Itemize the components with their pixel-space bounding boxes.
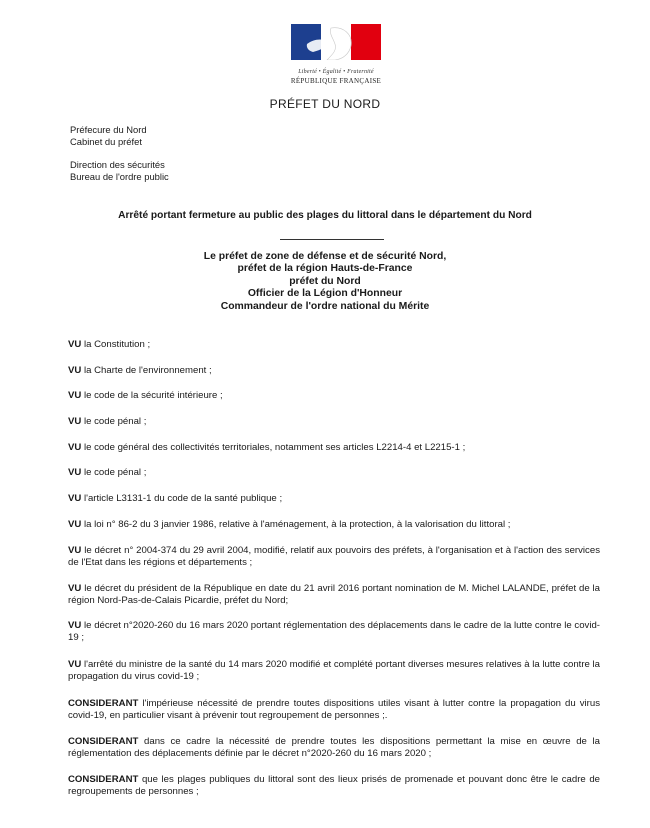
vu-paragraph	[68, 545, 600, 570]
paragraph-lead: VU	[68, 583, 82, 594]
paragraph-lead: CONSIDERANT	[68, 698, 139, 709]
paragraph-lead: VU	[68, 390, 82, 401]
paragraph-text: le code général des collectivités territoriales, notamment ses articles L2214-4 et L2215-1 ;	[81, 442, 466, 453]
service-line: Cabinet du préfet	[70, 136, 142, 147]
paragraph-text: le décret du président de la République en date du 21 avril 2016 portant nomination de M. Michel LALANDE, préfet de la région Nord-Pas-de-Calais Picardie, préfet du Nord;	[68, 583, 600, 607]
vu-paragraph	[68, 416, 600, 428]
vu-paragraph	[68, 659, 600, 684]
paragraph-lead: VU	[68, 659, 82, 670]
prefet-title-line: Officier de la Légion d'Honneur	[247, 288, 403, 300]
vu-paragraph	[68, 583, 600, 608]
paragraph-text: le décret n° 2004-374 du 29 avril 2004, modifié, relatif aux pouvoirs des préfets, à l'organisation et à l'action des services de l'Etat dans les régions et départements ;	[68, 545, 600, 569]
prefet-titles	[0, 251, 650, 313]
paragraph-lead: VU	[68, 365, 82, 376]
vu-paragraph	[68, 390, 600, 402]
service-line: Préfecure du Nord	[70, 124, 147, 135]
paragraph-text: que les plages publiques du littoral sont des lieux prisés de promenade et pouvant donc être le cadre de regroupements de personnes ;	[68, 774, 600, 798]
vu-paragraph	[68, 620, 600, 645]
logo-republic: RÉPUBLIQUE FRANÇAISE	[290, 77, 382, 85]
paragraph-text: l'article L3131-1 du code de la santé publique ;	[81, 493, 283, 504]
paragraph-text: la loi n° 86-2 du 3 janvier 1986, relative à l'aménagement, à la protection, à la valorisation du littoral ;	[81, 519, 511, 530]
paragraph-text: dans ce cadre la nécessité de prendre toutes les dispositions permettant la mise en œuvre de la réglementation des déplacements définie par le décret n°2020-260 du 16 mars 2020 ;	[68, 736, 600, 760]
paragraph-lead: CONSIDERANT	[68, 736, 139, 747]
prefet-title-line: préfet du Nord	[289, 275, 361, 287]
vu-paragraph	[68, 365, 600, 377]
service-line: Bureau de l'ordre public	[70, 171, 169, 182]
paragraph-text: l'arrêté du ministre de la santé du 14 mars 2020 modifié et complété portant diverses mesures relatives à la lutte contre la propagation du virus covid-19 ;	[68, 659, 600, 683]
arrete-title: Arrêté portant fermeture au public des plages du littoral dans le département du Nord	[118, 210, 532, 221]
paragraph-lead: VU	[68, 339, 82, 350]
paragraph-lead: VU	[68, 467, 82, 478]
marianne-flag-icon	[291, 24, 381, 60]
prefet-title-line: Commandeur de l'ordre national du Mérite	[220, 300, 430, 312]
logo-motto: Liberté • Égalité • Fraternité	[298, 69, 374, 75]
marianne-logo	[288, 24, 384, 85]
title-divider	[280, 239, 384, 240]
vu-paragraph	[68, 493, 600, 505]
paragraph-lead: CONSIDERANT	[68, 774, 139, 785]
prefet-title-line: préfet de la région Hauts-de-France	[237, 263, 413, 275]
paragraph-lead: VU	[68, 519, 82, 530]
paragraph-lead: VU	[68, 442, 82, 453]
service-line: Direction des sécurités	[70, 159, 165, 170]
considerant-paragraph	[68, 698, 600, 723]
vu-paragraph	[68, 442, 600, 454]
prefet-title-line: Le préfet de zone de défense et de sécurité Nord,	[203, 251, 447, 262]
vu-paragraph	[68, 339, 600, 351]
vu-paragraph	[68, 519, 600, 531]
considerant-paragraph	[68, 774, 600, 799]
paragraph-text: le code pénal ;	[81, 467, 147, 478]
considerant-paragraph	[68, 736, 600, 761]
prefet-header: PRÉFET DU NORD	[269, 97, 381, 111]
services-block	[70, 124, 169, 183]
paragraph-lead: VU	[68, 620, 82, 631]
paragraph-lead: VU	[68, 493, 82, 504]
paragraph-text: le décret n°2020-260 du 16 mars 2020 portant réglementation des déplacements dans le cadre de la lutte contre le covid-19 ;	[68, 620, 600, 644]
paragraph-lead: VU	[68, 416, 82, 427]
paragraph-text: l'impérieuse nécessité de prendre toutes dispositions utiles visant à lutter contre la propagation du virus covid-19, en particulier visant à prévenir tout regroupement de personnes ;.	[68, 698, 600, 722]
paragraph-text: la Constitution ;	[81, 339, 151, 350]
vu-paragraph	[68, 467, 600, 479]
paragraph-text: le code de la sécurité intérieure ;	[81, 390, 223, 401]
paragraph-lead: VU	[68, 545, 82, 556]
paragraph-text: le code pénal ;	[81, 416, 147, 427]
paragraph-text: la Charte de l'environnement ;	[81, 365, 212, 376]
